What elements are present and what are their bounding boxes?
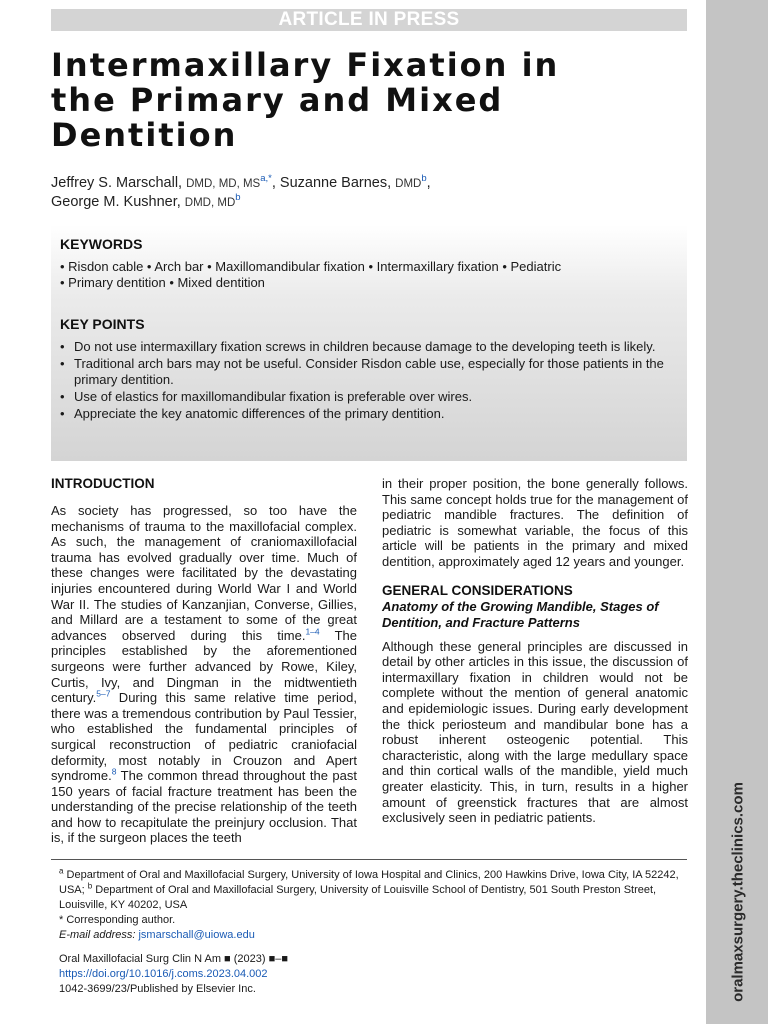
affiliation-link[interactable]: b [421,173,427,185]
author-degree: DMD, MD, MS [186,178,261,190]
affiliation-text: Department of Oral and Maxillofacial Surgery, University of Iowa Hospital and Clinics, 200 Hawkins Drive, Iowa City, IA 52242, USA; [59,869,679,896]
keywords-keypoints-box [51,225,687,461]
key-point-item: • Use of elastics for maxillomandibular fixation is preferable over wires. [60,389,672,405]
reference-link[interactable]: 5–7 [96,688,111,699]
issn-publisher: 1042-3699/23/Published by Elsevier Inc. [59,983,256,995]
citation-block [59,952,459,997]
intro-text: During this same relative time period, there was a tremendous contribution by Paul Tessier, who established the fundamental principles of surgical reconstruction of pediatric craniofacial deformity, most notably in Crouzon and Apert syndrome. [51,690,357,784]
journal-citation: Oral Maxillofacial Surg Clin N Am ■ (2023) ■–■ [59,953,289,965]
author-list [51,174,691,212]
footnote-marker: b [87,881,93,891]
introduction-paragraph [51,503,357,846]
corresponding-author-note: * Corresponding author. [59,914,176,926]
title-line: Intermaxillary Fixation in [51,46,560,84]
introduction-continued: in their proper position, the bone generally follows. This same concept holds true for the management of pediatric mandible fractures. The definition of pediatric is somewhat variable, the focus of this article will be patients in the primary and mixed dentition, approximately aged 12 years and younger. [382,476,688,569]
key-points-heading: KEY POINTS [60,316,145,332]
general-considerations-heading: GENERAL CONSIDERATIONS [382,582,573,598]
article-in-press-banner: ARTICLE IN PRESS [51,9,687,31]
left-column [51,476,357,846]
keywords-line: • Risdon cable • Arch bar • Maxillomandibular fixation • Intermaxillary fixation • Pediatric [60,259,562,274]
affiliation-footnote [59,868,683,913]
right-column [382,476,688,826]
anatomy-subheading: Anatomy of the Growing Mandible, Stages of Dentition, and Fracture Patterns [382,598,659,630]
reference-link[interactable]: 8 [111,766,117,777]
key-point-item: • Traditional arch bars may not be useful. Consider Risdon cable use, especially for those patients in the primary dentition. [60,356,672,388]
affiliation-text: Department of Oral and Maxillofacial Surgery, University of Louisville School of Dentistry, 501 South Preston Street, Louisville, KY 40202, USA [59,884,657,911]
journal-url[interactable]: oralmaxsurgery.theclinics.com [729,782,747,1002]
key-point-item: • Do not use intermaxillary fixation screws in children because damage to the developing teeth is likely. [60,339,672,355]
general-considerations-paragraph: Although these general principles are discussed in detail by other articles in this issue, the discussion of intermaxillary fixation in children would not be complete without the mention of general anatomic and epidemiologic issues. During early development the thick periosteum and mandibular bone has a robust inherent osteogenic potential. This characteristic, along with the large medullary space and thin cortical walls of the mandible, yield much greater elasticity. This, in turn, results in a higher amount of greenstick fractures that are almost exclusively seen in pediatric patients. [382,638,688,826]
author-degree: DMD [395,178,422,190]
title-line: Dentition [51,116,238,154]
affiliation-link[interactable]: b [235,192,241,204]
reference-link[interactable]: 1–4 [305,626,320,637]
author-name: George M. Kushner, [51,194,185,210]
key-point-item: • Appreciate the key anatomic differences of the primary dentition. [60,406,672,422]
doi-link[interactable]: https://doi.org/10.1016/j.coms.2023.04.002 [59,968,268,980]
intro-text: As society has progressed, so too have the mechanisms of trauma to the maxillofacial complex. As such, the management of craniomaxillofacial trauma has evolved gradually over time. Much of these changes were facilitated by the devastating injuries encountered during World War I and World War II. The studies of Kanzanjian, Converse, Gillies, and Millard are a testament to some of the great advances observed during this time. [51,503,357,643]
introduction-heading: INTRODUCTION [51,476,155,491]
author-line [51,193,691,212]
intro-text: The common thread throughout the past 150 years of facial fracture treatment has been the understanding of the precise relationship of the teeth and how to recapitulate the preinjury occlusion. That is, if the surgeon places the teeth [51,768,357,846]
author-degree: DMD, MD [184,197,236,209]
footnote-divider [51,859,687,860]
keywords-line: • Primary dentition • Mixed dentition [60,275,265,290]
author-name: , Suzanne Barnes, [271,175,396,191]
affiliation-link[interactable]: a,* [260,173,272,185]
author-name: Jeffrey S. Marschall, [51,175,187,191]
email-label: E-mail address: [59,929,139,941]
email-line [59,928,683,943]
intro-text: The principles established by the aforementioned surgeons were further advanced by Rowe, Kiley, Curtis, Ivy, and Dingman in the midtwentieth century. [51,627,357,706]
footnote-marker: a [59,866,64,876]
article-title [51,48,691,153]
email-link[interactable]: jsmarschall@uiowa.edu [138,929,255,941]
footnotes [59,868,683,943]
author-line: Jeffrey S. Marschall, DMD, MD, $MS^{a,*}$, Suzanne Barnes, DMD$^b$, [51,173,431,191]
title-line: the Primary and Mixed [51,81,504,119]
key-points-list [60,339,672,423]
keywords-heading: KEYWORDS [60,236,143,252]
